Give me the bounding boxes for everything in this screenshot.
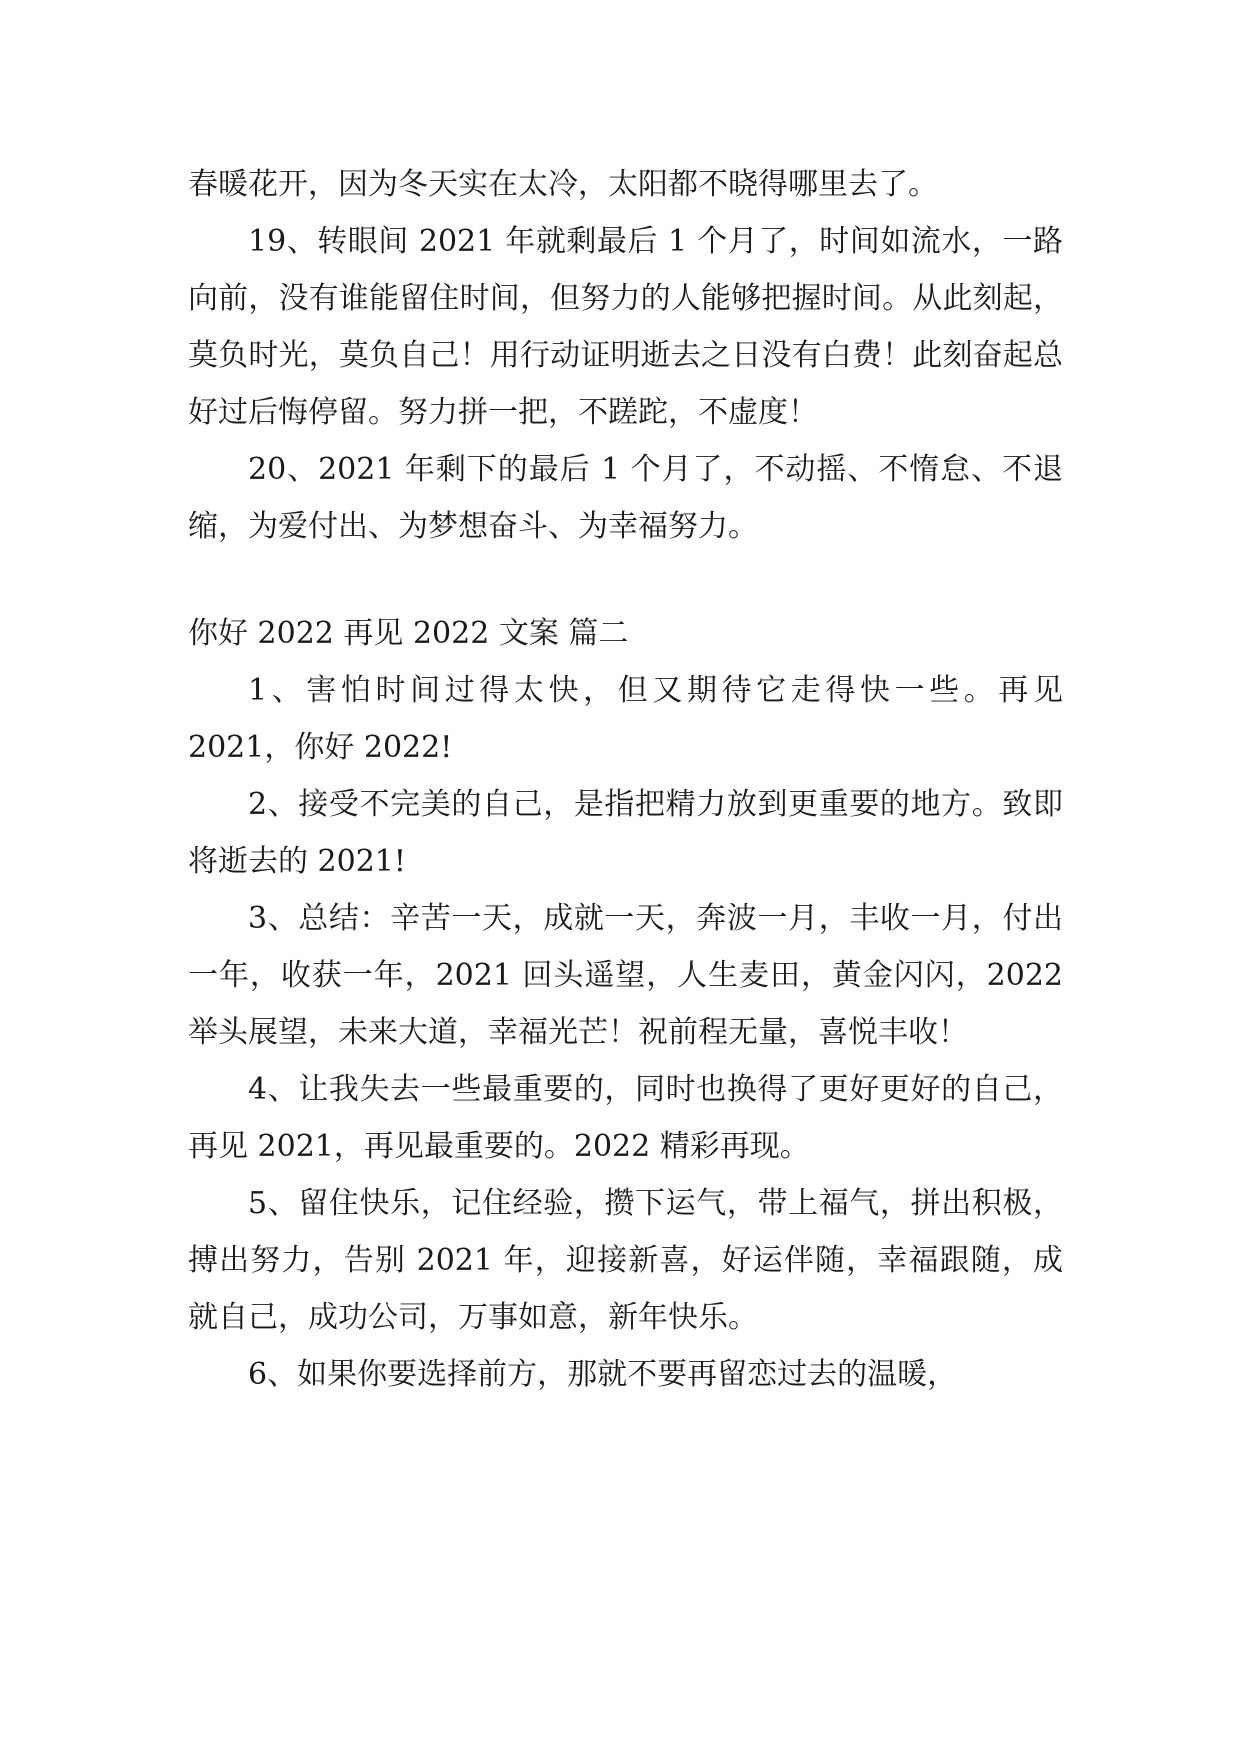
paragraph-5: 5、留住快乐，记住经验，攒下运气，带上福气，拼出积极，搏出努力，告别 2021 年，迎接新喜，好运伴随，幸福跟随，成就自己，成功公司，万事如意，新年快乐。 (188, 1186, 1063, 1335)
paragraph-20: 20、2021 年剩下的最后 1 个月了，不动摇、不惰怠、不退缩，为爱付出、为梦想奋斗、为幸福努力。 (188, 452, 1063, 544)
continuation-paragraph: 春暖花开，因为冬天实在太冷，太阳都不晓得哪里去了。 (188, 167, 938, 202)
section-heading: 你好 2022 再见 2022 文案 篇二 (188, 616, 629, 651)
paragraph-2: 2、接受不完美的自己，是指把精力放到更重要的地方。致即将逝去的 2021! (188, 787, 1063, 879)
paragraph-19: 19、转眼间 2021 年就剩最后 1 个月了，时间如流水，一路向前，没有谁能留住时间，但努力的人能够把握时间。从此刻起，莫负时光，莫负自己！用行动证明逝去之日没有白费！此刻奋起总好过后悔停留。努力拼一把，不蹉跎，不虚度！ (188, 224, 1063, 430)
paragraph-1: 1、害怕时间过得太快，但又期待它走得快一些。再见 2021，你好 2022! (188, 673, 1063, 765)
paragraph-3: 3、总结：辛苦一天，成就一天，奔波一月，丰收一月，付出一年，收获一年，2021 回头遥望，人生麦田，黄金闪闪，2022 举头展望，未来大道，幸福光芒！祝前程无量，喜悦丰收！ (188, 901, 1063, 1050)
paragraph-6: 6、如果你要选择前方，那就不要再留恋过去的温暖， (248, 1357, 958, 1392)
document-body (188, 156, 1063, 1403)
paragraph-4: 4、让我失去一些最重要的，同时也换得了更好更好的自己，再见 2021，再见最重要的。2022 精彩再现。 (188, 1072, 1063, 1164)
